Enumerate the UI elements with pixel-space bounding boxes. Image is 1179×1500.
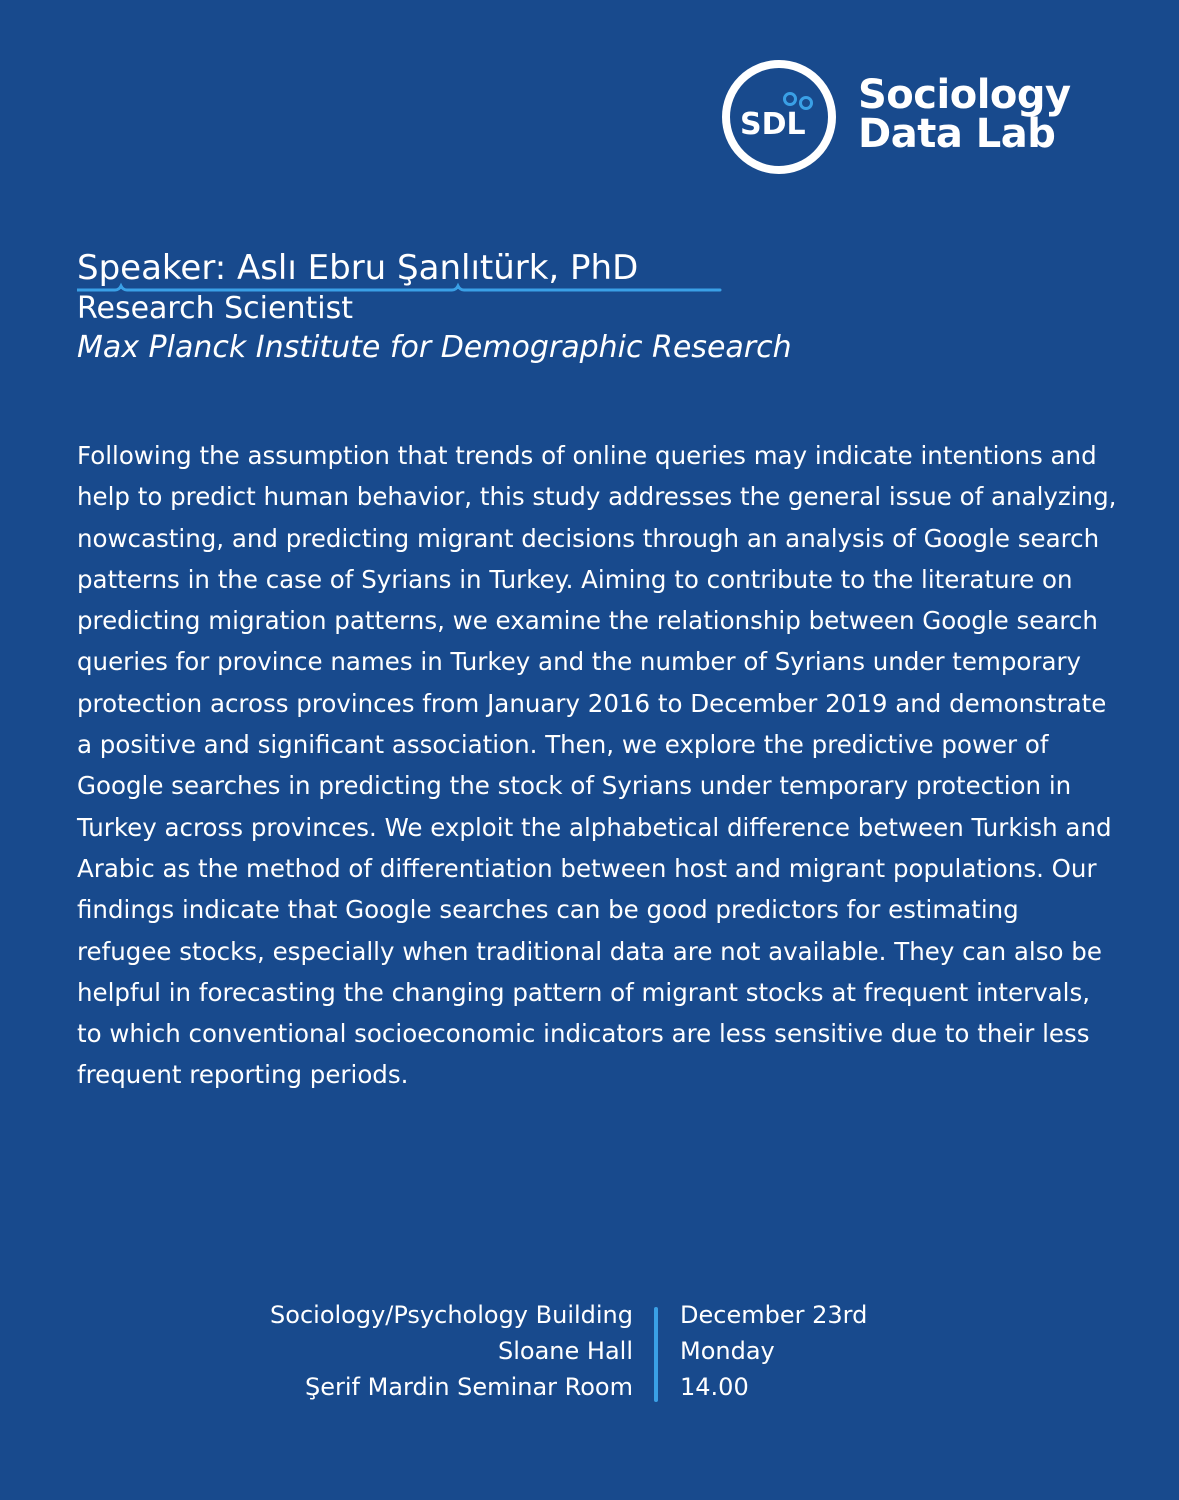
speaker-title-wrap (77, 248, 648, 288)
schedule-date: December 23rd (680, 1301, 868, 1329)
logo-wordmark (858, 72, 1071, 157)
logo-name-line2: Data Lab (858, 111, 1056, 157)
venue-info (270, 1297, 633, 1405)
abstract-text: Following the assumption that trends of online queries may indicate intentions and help to predict human behavior, this study addresses the general issue of analyzing, nowcasting, and predicting migrant decisions through an analysis of Google search patterns in the case of Syrians in Turkey. Aiming to contribute to the literature on predicting migration patterns, we examine the relationship between Google search queries for province names in Turkey and the number of Syrians under temporary protection across provinces from January 2016 to December 2019 and demonstrate a positive and significant association. Then, we explore the predictive power of Google searches in predicting the stock of Syrians under temporary protection in Turkey across provinces. We exploit the alphabetical difference between Turkish and Arabic as the method of differentiation between host and migrant populations. Our findings indicate that Google searches can be good predictors for estimating refugee stocks, especially when traditional data are not available. They can also be helpful in forecasting the changing pattern of migrant stocks at frequent intervals, to which conventional socioeconomic indicators are less sensitive due to their less frequent reporting periods. (77, 441, 1117, 1090)
speaker-institute: Max Planck Institute for Demographic Research (77, 330, 792, 365)
venue-room: Şerif Mardin Seminar Room (304, 1373, 633, 1401)
schedule-info (680, 1297, 867, 1405)
sdl-logo-icon (720, 58, 838, 176)
footer-divider (654, 1307, 658, 1402)
schedule-time: 14.00 (680, 1373, 749, 1401)
speaker-underline (77, 282, 727, 294)
speaker-role: Research Scientist (77, 291, 353, 326)
logo-name-line1: Sociology (858, 72, 1071, 118)
sdl-logo (720, 58, 1090, 176)
speaker-title: Speaker: Aslı Ebru Şanlıtürk, PhD (77, 248, 639, 288)
speaker-block (77, 248, 792, 368)
venue-hall: Sloane Hall (498, 1337, 633, 1365)
venue-building: Sociology/Psychology Building (270, 1301, 633, 1329)
schedule-day: Monday (680, 1337, 775, 1365)
logo-mark-text: SDL (740, 107, 806, 142)
